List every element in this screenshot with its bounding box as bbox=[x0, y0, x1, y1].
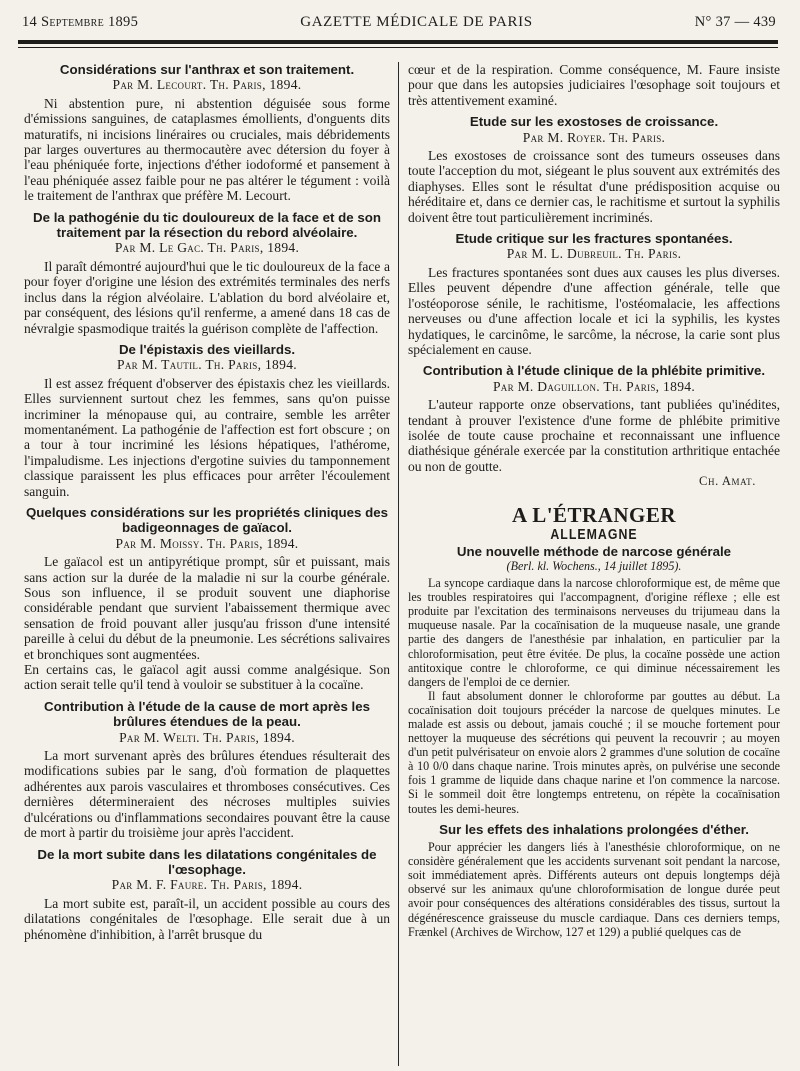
column-divider bbox=[398, 62, 399, 1066]
article-body: La mort subite est, paraît-il, un accident possible au cours des dilatations congénitales de l'œsophage. Elle serait due à un phénomène d'inhibition, à l'arrêt brusque du bbox=[24, 895, 390, 942]
article-mort-subite bbox=[24, 847, 390, 942]
article-body: Les fractures spontanées sont dues aux causes les plus diverses. Elles peuvent dépendre d'une affection générale, telle que l'ostéoporose sénile, le rachitisme, l'ostéomalacie, les affections nerveuses ou d'une affection locale et ici la syphilis, les kystes hydatiques, le carcinôme, le sarcôme, la nécrose, la carie sont plus spécialement en cause. bbox=[408, 264, 780, 357]
article-title: De l'épistaxis des vieillards. bbox=[118, 341, 296, 357]
header-rule-thick bbox=[18, 40, 778, 44]
article-tic-douloureux bbox=[24, 210, 390, 336]
article-title: Etude critique sur les fractures spontanées. bbox=[455, 231, 733, 247]
article-title: Une nouvelle méthode de narcose générale bbox=[456, 543, 732, 559]
article-body: Pour apprécier les dangers liés à l'anesthésie chloroformique, on ne considère généralement que les accidents survenant soit pendant la narcose, soit immédiatement après. Différents auteurs ont depuis longtemps déjà observé sur les animaux qu'une chloroformisation de longue durée peut avoir pour conséquences des altérations considérables des tissus, surtout la dégénérescence graisseuse du muscle cardiaque. Dans ces derniers temps, Frænkel (Archives de Wirchow, 127 et 129) a publié quelques cas de bbox=[408, 840, 780, 939]
article-title: Quelques considérations sur les propriétés cliniques des badigeonnages de gaïacol. bbox=[25, 504, 389, 536]
article-byline: Par M. Tautil. Th. Paris, 1894. bbox=[117, 357, 297, 373]
article-exostoses bbox=[408, 114, 780, 225]
article-source: (Berl. kl. Wochens., 14 juillet 1895). bbox=[506, 558, 682, 573]
foreign-articles bbox=[408, 544, 780, 939]
section-heading: A L'ÉTRANGER bbox=[511, 502, 677, 527]
article-title: Contribution à l'étude clinique de la phlébite primitive. bbox=[422, 363, 766, 379]
article-body: Le gaïacol est un antipyrétique prompt, sûr et puissant, mais sans action sur la durée de la maladie ni sur la courbe générale. Sous son influence, il se produit souvent une diaphorise considérable pendant que survient l'abaissement thermique avec sensation de froid pouvant aller jusqu'au frisson d'une intensité pareille à celui du début de la pneumonie. Les sécrétions salivaires et bronchiques sont augmentées. bbox=[24, 554, 390, 662]
article-body-continued: En certains cas, le gaïacol agit aussi comme analgésique. Son action serait telle qu'il tend à vouloir se substituer à la cocaïne. bbox=[24, 662, 390, 693]
article-body: Les exostoses de croissance sont des tumeurs osseuses dans toute l'acception du mot, siégeant le plus souvent aux extrémités des diaphyses. Elles sont le résultat d'une prédisposition acquise ou héréditaire et, dans ce dernier cas, le rachitisme et surtout la syphilis doivent être tout particulièrement incriminés. bbox=[408, 148, 780, 225]
article-fractures bbox=[408, 231, 780, 357]
issue-page-number: N° 37 — 439 bbox=[694, 14, 776, 30]
article-title: De la mort subite dans les dilatations congénitales de l'œsophage. bbox=[37, 846, 377, 877]
left-column bbox=[24, 62, 390, 942]
article-epistaxis bbox=[24, 342, 390, 499]
article-body: La syncope cardiaque dans la narcose chloroformique est, de même que les troubles respiratoires qui l'accompagnent, d'origine réflexe ; elle est produite par l'excitation des terminaisons nerveuses du trijumeau dans la muqueuse nasale. Par la cocaïnisation de la muqueuse nasale, une grande partie des dangers de l'anesthésie par inhalation, en particulier par la chloroformisation, peut être évitée. De plus, la cocaïne possède une action antitoxique contre le chloroforme, ce qui diminue nécessairement les dangers de l'emploi de ce dernier. bbox=[408, 576, 780, 689]
article-body: Il faut absolument donner le chloroforme par gouttes au début. La cocaïnisation doit toujours précéder la narcose de quelques minutes. Le malade est assis ou debout, jamais couché ; il se mouche fortement pour nettoyer la muqueuse des sécrétions qui peuvent la recouvrir ; au moyen d'un petit pulvérisateur on envoie alors 2 grammes d'une solution de cocaïne à 10 0/0 dans chaque narine. Trois minutes après, on pulvérise une seconde fois 1 gramme de liquide dans chaque narine et l'on commence la narcose. Si le sommeil doit être longtemps entretenu, on répète la cocaïnisation toutes les demi-heures. bbox=[408, 688, 780, 816]
journal-title: GAZETTE MÉDICALE DE PARIS bbox=[300, 14, 533, 30]
article-body: Il paraît démontré aujourd'hui que le tic douloureux de la face a pour foyer d'origine une lésion des extrémités terminales des nerfs inclus dans la région alvéolaire. L'ablation du bord alvéolaire et, par conséquent, des lésions qu'il renferme, a amené dans 18 cas de névralgie spasmodique traités la guérison complète de l'affection. bbox=[24, 258, 390, 336]
article-byline: Par M. Lecourt. Th. Paris, 1894. bbox=[112, 77, 302, 93]
article-body: Il est assez fréquent d'observer des épistaxis chez les vieillards. Elles surviennent surtout chez les femmes, sans qu'on puisse incriminer la ménopause qui, au contraire, semble les arrêter momentanément. La pathogénie de l'affection est fort obscure ; on a tour à tour incriminé les lésions hépatiques, l'athérome, l'impaludisme. Les injections d'ergotine suivies du tamponnement classique paraissent les plus efficaces pour arrêter l'écoulement sanguin. bbox=[24, 375, 390, 499]
article-byline: Par M. L. Dubreuil. Th. Paris. bbox=[506, 246, 682, 262]
running-head bbox=[22, 14, 776, 36]
article-body: L'auteur rapporte onze observations, tant publiées qu'inédites, tendant à prouver l'existence d'une forme de phlébite primitive isolée de toute cause prochaine et reconnaissant une influence diathésique générale exercée par la constitution arthritique entachée ou non de goutte. bbox=[408, 397, 780, 474]
header-rule-thin bbox=[18, 47, 778, 48]
article-phlebite bbox=[408, 363, 780, 489]
article-byline: Par M. Royer. Th. Paris. bbox=[522, 129, 666, 145]
article-title: Sur les effets des inhalations prolongées d'éther. bbox=[439, 821, 749, 837]
article-title: Considérations sur l'anthrax et son traitement. bbox=[59, 62, 355, 77]
article-body-continued: cœur et de la respiration. Comme conséquence, M. Faure insiste pour que dans les autopsies judiciaires l'œsophage soit toujours et très attentivement examiné. bbox=[408, 62, 780, 108]
country-heading: ALLEMAGNE bbox=[550, 526, 638, 543]
article-byline: Par M. Welti. Th. Paris, 1894. bbox=[119, 729, 295, 745]
issue-date: 14 Septembre 1895 bbox=[22, 14, 139, 30]
article-byline: Par M. Moissy. Th. Paris, 1894. bbox=[115, 535, 299, 551]
article-gaiacol bbox=[24, 505, 390, 693]
article-byline: Par M. F. Faure. Th. Paris, 1894. bbox=[111, 877, 303, 893]
article-byline: Par M. Le Gac. Th. Paris, 1894. bbox=[114, 240, 300, 256]
article-body: La mort survenant après des brûlures étendues résulterait des modifications subies par le sang, d'où formation de plaquettes adhérentes aux parois vasculaires et thromboses consécutives. Ces dernières détermineraient des nécroses multiples suivies d'ulcérations ou d'inflammations secondaires pouvant être la cause de mort à partir du troisième jour après l'accident. bbox=[24, 748, 390, 841]
author-signature: Ch. Amat. bbox=[699, 474, 756, 489]
article-title: De la pathogénie du tic douloureux de la face et de son traitement par la résection du rebord alvéolaire. bbox=[33, 209, 381, 241]
article-byline: Par M. Daguillon. Th. Paris, 1894. bbox=[492, 378, 696, 394]
article-title: Contribution à l'étude de la cause de mort après les brûlures étendues de la peau. bbox=[43, 698, 371, 730]
article-title: Etude sur les exostoses de croissance. bbox=[469, 114, 719, 130]
article-body: Ni abstention pure, ni abstention déguisée sous forme d'émissions sanguines, de cataplasmes émollients, d'onguents dits maturatifs, ni incisions linéraires ou cruciales, mais débridements par larges ouvertures au thermocautère avec détersion du foyer à l'eau phéniquée forte, injections d'éther iodoformé et pansement à l'eau phéniquée assez faible pour ne pas altérer le tégument : voilà le traitement de l'anthrax que préfère M. Lecourt. bbox=[24, 95, 390, 204]
article-anthrax bbox=[24, 62, 390, 204]
right-column bbox=[408, 62, 780, 939]
article-brulures bbox=[24, 699, 390, 841]
